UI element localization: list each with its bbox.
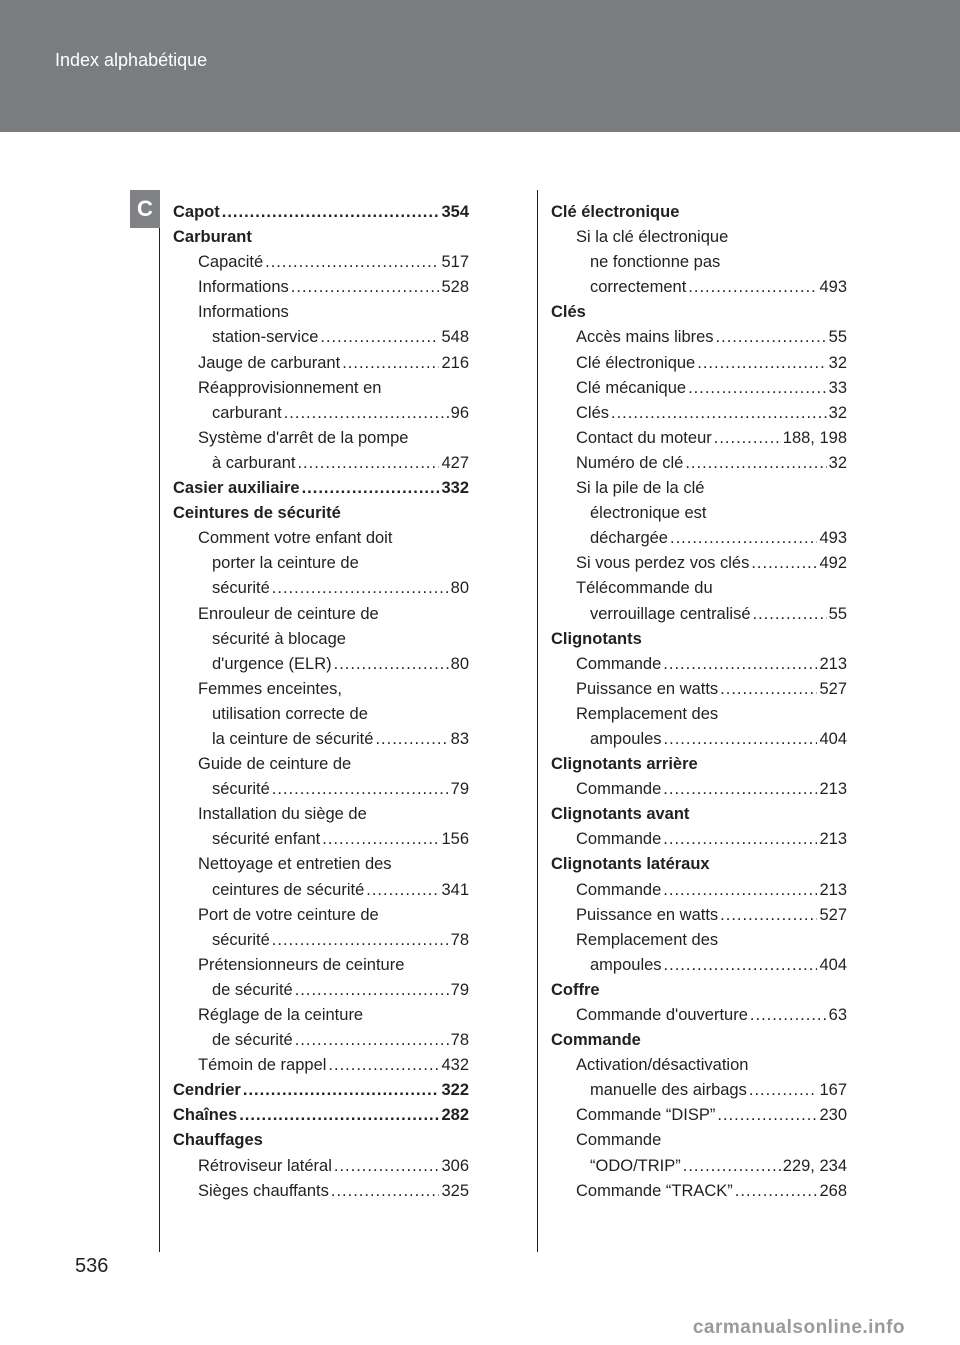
index-subentry [173, 928, 469, 953]
entry-label: Clignotants avant [551, 805, 690, 824]
dot-leader [749, 1078, 818, 1103]
entry-label: utilisation correcte de [212, 704, 368, 723]
index-subentry [173, 827, 469, 852]
index-subentry [173, 250, 469, 275]
index-subentry [173, 852, 469, 877]
entry-label: Témoin de rappel [198, 1056, 327, 1075]
entry-label: manuelle des airbags [590, 1081, 747, 1100]
entry-label: sécurité [212, 579, 270, 598]
dot-leader [222, 200, 440, 225]
dot-leader [611, 401, 827, 426]
entry-label: Commande “TRACK” [576, 1181, 733, 1200]
entry-label: sécurité à blocage [212, 629, 346, 648]
dot-leader [750, 1003, 827, 1028]
entry-page-number: 63 [828, 1006, 847, 1024]
index-subentry [551, 476, 847, 501]
entry-label: Contact du moteur [576, 428, 712, 447]
index-entry [173, 1078, 469, 1103]
index-subentry [173, 576, 469, 601]
header-title: Index alphabétique [55, 50, 208, 70]
index-subentry [173, 1053, 469, 1078]
index-subentry [551, 501, 847, 526]
entry-page-number: 32 [828, 403, 847, 422]
entry-label: de sécurité [212, 1031, 293, 1050]
dot-leader [375, 727, 448, 752]
entry-label: Informations [198, 278, 289, 297]
dot-leader [272, 576, 449, 601]
index-subentry [173, 325, 469, 350]
entry-page-number: 78 [450, 1031, 469, 1050]
dot-leader [685, 451, 826, 476]
entry-label: Remplacement des [576, 704, 719, 723]
dot-leader [697, 351, 826, 376]
page-header [0, 0, 960, 132]
entry-label: Jauge de carburant [198, 353, 341, 372]
entry-page-number: 282 [441, 1106, 469, 1125]
dot-leader [295, 978, 449, 1003]
entry-label: Clé mécanique [576, 378, 687, 397]
entry-label: sécurité enfant [212, 830, 321, 849]
entry-page-number: 493 [819, 529, 847, 548]
entry-page-number: 78 [450, 930, 469, 949]
index-subentry [551, 727, 847, 752]
dot-leader [366, 878, 439, 903]
index-subentry [173, 777, 469, 802]
entry-label: Réglage de la ceinture [198, 1006, 364, 1024]
index-subentry [173, 1179, 469, 1204]
entry-label: Télécommande du [576, 579, 713, 598]
entry-page-number: 325 [441, 1181, 469, 1200]
index-subentry [551, 325, 847, 350]
index-subentry [551, 576, 847, 601]
entry-label: à carburant [212, 453, 296, 472]
dot-leader [664, 727, 818, 752]
index-subentry [173, 802, 469, 827]
dot-leader [717, 1103, 817, 1128]
entry-label: Numéro de clé [576, 453, 684, 472]
entry-page-number: 55 [828, 328, 847, 347]
index-subentry [173, 426, 469, 451]
entry-page-number: 548 [441, 328, 469, 347]
entry-label: Commande [576, 880, 662, 899]
entry-label: Comment votre enfant doit [198, 529, 393, 548]
entry-page-number: 96 [450, 403, 469, 422]
entry-label: Installation du siège de [198, 805, 367, 824]
index-subentry [551, 1179, 847, 1204]
index-subentry [551, 1154, 847, 1179]
entry-label: Clignotants latéraux [551, 855, 710, 874]
index-subentry [173, 1154, 469, 1179]
entry-label: Port de votre ceinture de [198, 905, 379, 924]
entry-label: Clé électronique [551, 203, 680, 221]
entry-page-number: 527 [819, 679, 847, 698]
dot-leader [751, 551, 817, 576]
dot-leader [663, 652, 817, 677]
entry-label: déchargée [590, 529, 668, 548]
entry-label: Si vous perdez vos clés [576, 554, 750, 573]
entry-label: Commande d'ouverture [576, 1006, 748, 1024]
dot-leader [664, 953, 818, 978]
dot-leader [297, 451, 439, 476]
entry-label: Casier auxiliaire [173, 479, 300, 498]
entry-page-number: 213 [819, 780, 847, 799]
index-subentry [551, 451, 847, 476]
entry-label: Puissance en watts [576, 905, 719, 924]
dot-leader [334, 1154, 440, 1179]
dot-leader [663, 827, 817, 852]
entry-page-number: 427 [441, 453, 469, 472]
entry-label: Si la pile de la clé [576, 479, 705, 498]
index-entry [173, 225, 469, 250]
dot-leader [320, 325, 439, 350]
entry-label: Nettoyage et entretien des [198, 855, 392, 874]
entry-page-number: 229, 234 [782, 1156, 847, 1175]
dot-leader [272, 928, 449, 953]
dot-leader [243, 1078, 440, 1103]
index-subentry [173, 551, 469, 576]
entry-page-number: 80 [450, 579, 469, 598]
index-entry [551, 802, 847, 827]
index-subentry [173, 878, 469, 903]
dot-leader [239, 1103, 439, 1128]
dot-leader [328, 1053, 439, 1078]
index-subentry [173, 451, 469, 476]
index-subentry [551, 1128, 847, 1153]
dot-leader [683, 1154, 781, 1179]
entry-label: Coffre [551, 980, 600, 999]
entry-page-number: 216 [441, 353, 469, 372]
entry-page-number: 213 [819, 654, 847, 673]
entry-label: sécurité [212, 930, 270, 949]
entry-label: Commande [576, 654, 662, 673]
index-subentry [551, 1003, 847, 1028]
index-subentry [173, 627, 469, 652]
entry-label: Commande [576, 830, 662, 849]
entry-page-number: 32 [828, 453, 847, 472]
dot-leader [291, 275, 440, 300]
index-subentry [173, 978, 469, 1003]
entry-label: Puissance en watts [576, 679, 719, 698]
entry-page-number: 527 [819, 905, 847, 924]
index-subentry [551, 1078, 847, 1103]
entry-label: Commande “DISP” [576, 1106, 716, 1125]
entry-label: électronique est [590, 504, 707, 523]
page-number: 536 [75, 1255, 109, 1277]
index-subentry [551, 953, 847, 978]
index-subentry [173, 953, 469, 978]
entry-page-number: 493 [819, 278, 847, 297]
entry-label: Sièges chauffants [198, 1181, 329, 1200]
watermark: carmanualsonline.info [692, 1317, 905, 1338]
entry-label: d'urgence (ELR) [212, 654, 332, 673]
entry-label: Système d'arrêt de la pompe [198, 428, 409, 447]
entry-label: “ODO/TRIP” [590, 1156, 681, 1175]
index-subentry [173, 275, 469, 300]
index-subentry [551, 426, 847, 451]
index-subentry [173, 903, 469, 928]
index-column-right [551, 200, 847, 1204]
column-divider-left [159, 228, 160, 1252]
dot-leader [688, 275, 817, 300]
index-subentry [551, 827, 847, 852]
entry-label: ampoules [590, 955, 662, 974]
index-subentry [173, 526, 469, 551]
entry-page-number: 404 [819, 955, 847, 974]
dot-leader [720, 903, 817, 928]
entry-label: de sécurité [212, 980, 293, 999]
index-subentry [551, 652, 847, 677]
entry-page-number: 79 [450, 780, 469, 799]
entry-label: Rétroviseur latéral [198, 1156, 332, 1175]
index-subentry [173, 376, 469, 401]
entry-label: Enrouleur de ceinture de [198, 604, 379, 623]
entry-label: Remplacement des [576, 930, 719, 949]
dot-leader [714, 426, 781, 451]
entry-page-number: 517 [441, 253, 469, 272]
index-entry [551, 200, 847, 225]
index-entry [551, 627, 847, 652]
index-entry [551, 852, 847, 877]
index-entry [173, 1128, 469, 1153]
entry-page-number: 306 [441, 1156, 469, 1175]
entry-page-number: 432 [441, 1056, 469, 1075]
entry-label: Commande [576, 780, 662, 799]
entry-label: Clé électronique [576, 353, 696, 372]
entry-page-number: 354 [441, 203, 469, 221]
dot-leader [295, 1028, 449, 1053]
entry-label: carburant [212, 403, 282, 422]
index-subentry [173, 602, 469, 627]
entry-label: ampoules [590, 729, 662, 748]
entry-label: Clignotants arrière [551, 755, 698, 774]
entry-page-number: 404 [819, 729, 847, 748]
entry-label: Informations [198, 303, 289, 322]
index-subentry [551, 351, 847, 376]
index-subentry [173, 652, 469, 677]
dot-leader [735, 1179, 818, 1204]
index-entry [173, 200, 469, 225]
index-subentry [173, 727, 469, 752]
entry-label: correctement [590, 278, 687, 297]
dot-leader [663, 777, 817, 802]
dot-leader [265, 250, 439, 275]
index-subentry [173, 677, 469, 702]
index-entry [551, 300, 847, 325]
entry-page-number: 341 [441, 880, 469, 899]
index-subentry [551, 1053, 847, 1078]
entry-label: Capot [173, 203, 220, 221]
entry-page-number: 80 [450, 654, 469, 673]
entry-page-number: 156 [441, 830, 469, 849]
entry-label: sécurité [212, 780, 270, 799]
dot-leader [753, 602, 827, 627]
entry-page-number: 188, 198 [782, 428, 847, 447]
index-subentry [173, 752, 469, 777]
index-subentry [173, 351, 469, 376]
dot-leader [688, 376, 827, 401]
index-subentry [173, 702, 469, 727]
index-column-left [173, 200, 469, 1204]
index-subentry [551, 551, 847, 576]
dot-leader [342, 351, 439, 376]
entry-page-number: 33 [828, 378, 847, 397]
entry-label: Accès mains libres [576, 328, 714, 347]
index-subentry [551, 777, 847, 802]
entry-label: Cendrier [173, 1081, 241, 1100]
entry-label: Commande [551, 1031, 641, 1050]
entry-page-number: 230 [819, 1106, 847, 1125]
entry-page-number: 167 [819, 1081, 847, 1100]
dot-leader [720, 677, 817, 702]
index-subentry [173, 401, 469, 426]
index-subentry [551, 275, 847, 300]
entry-label: ne fonctionne pas [590, 253, 721, 272]
entry-label: Guide de ceinture de [198, 755, 352, 774]
entry-label: verrouillage centralisé [590, 604, 751, 623]
entry-label: Ceintures de sécurité [173, 504, 341, 523]
index-subentry [551, 878, 847, 903]
entry-page-number: 213 [819, 830, 847, 849]
entry-label: Si la clé électronique [576, 228, 729, 247]
entry-page-number: 83 [450, 729, 469, 748]
index-subentry [173, 1028, 469, 1053]
index-entry [551, 752, 847, 777]
entry-page-number: 322 [441, 1081, 469, 1100]
index-subentry [551, 903, 847, 928]
index-subentry [551, 526, 847, 551]
index-subentry [551, 376, 847, 401]
dot-leader [670, 526, 817, 551]
entry-label: Activation/désactivation [576, 1056, 749, 1075]
entry-label: Carburant [173, 228, 252, 247]
dot-leader [331, 1179, 440, 1204]
entry-label: ceintures de sécurité [212, 880, 365, 899]
entry-label: Chauffages [173, 1131, 263, 1150]
index-subentry [173, 300, 469, 325]
index-subentry [551, 702, 847, 727]
entry-page-number: 55 [828, 604, 847, 623]
entry-label: Commande [576, 1131, 662, 1150]
dot-leader [716, 325, 827, 350]
section-letter-tab: C [130, 190, 160, 228]
index-subentry [551, 677, 847, 702]
dot-leader [334, 652, 449, 677]
entry-label: Capacité [198, 253, 264, 272]
index-entry [173, 1103, 469, 1128]
entry-label: Femmes enceintes, [198, 679, 342, 698]
index-subentry [551, 1103, 847, 1128]
entry-label: Chaînes [173, 1106, 238, 1125]
index-subentry [551, 602, 847, 627]
entry-label: Réapprovisionnement en [198, 378, 382, 397]
entry-page-number: 213 [819, 880, 847, 899]
entry-label: Clés [576, 403, 610, 422]
index-entry [173, 476, 469, 501]
dot-leader [663, 878, 817, 903]
entry-page-number: 268 [819, 1181, 847, 1200]
entry-page-number: 79 [450, 980, 469, 999]
entry-page-number: 492 [819, 554, 847, 573]
index-entry [551, 978, 847, 1003]
dot-leader [322, 827, 439, 852]
dot-leader [272, 777, 449, 802]
entry-label: station-service [212, 328, 319, 347]
index-subentry [173, 1003, 469, 1028]
index-entry [173, 501, 469, 526]
column-divider-middle [537, 190, 538, 1252]
entry-label: la ceinture de sécurité [212, 729, 374, 748]
dot-leader [302, 476, 440, 501]
index-subentry [551, 250, 847, 275]
index-subentry [551, 401, 847, 426]
entry-label: Clignotants [551, 629, 642, 648]
entry-page-number: 528 [441, 278, 469, 297]
entry-label: Clés [551, 303, 586, 322]
index-subentry [551, 225, 847, 250]
dot-leader [284, 401, 449, 426]
entry-label: porter la ceinture de [212, 554, 359, 573]
entry-page-number: 32 [828, 353, 847, 372]
entry-page-number: 332 [441, 479, 469, 498]
index-subentry [551, 928, 847, 953]
index-entry [551, 1028, 847, 1053]
entry-label: Prétensionneurs de ceinture [198, 955, 405, 974]
